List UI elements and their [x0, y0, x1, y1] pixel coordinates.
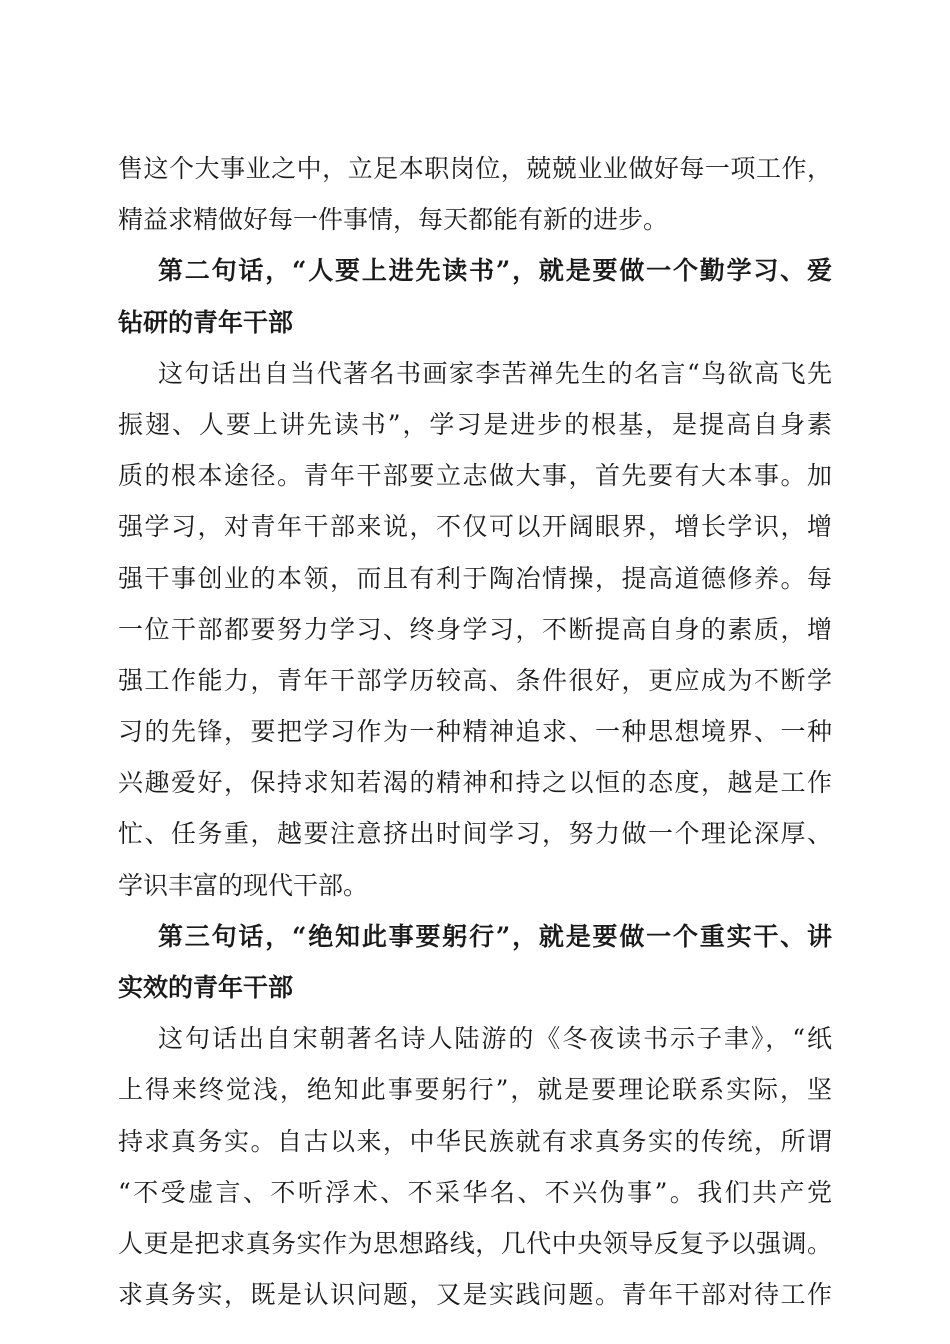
- section-heading-line: 第二句话，“人要上进先读书”，就是要做一个勤学习、爱: [158, 256, 832, 286]
- paragraph-line: 售这个大事业之中，立足本职岗位，兢兢业业做好每一项工作，: [118, 154, 832, 183]
- section-heading-line: 钻研的青年干部: [118, 307, 294, 337]
- paragraph-line: 忙、任务重，越要注意挤出时间学习，努力做一个理论深厚、: [118, 819, 832, 849]
- paragraph-line: 振翅、人要上讲先读书”，学习是进步的根基，是提高自身素: [118, 409, 832, 439]
- paragraph-line: 持求真务实。自古以来，中华民族就有求真务实的传统，所谓: [118, 1126, 832, 1156]
- paragraph-line: 学识丰富的现代干部。: [118, 870, 369, 900]
- paragraph-line: 人更是把求真务实作为思想路线，几代中央领导反复予以强调。: [118, 1228, 832, 1258]
- section-heading-line: 第三句话，“绝知此事要躬行”，就是要做一个重实干、讲: [158, 921, 832, 951]
- section-heading-line: 实效的青年干部: [118, 973, 294, 1002]
- paragraph-line: 兴趣爱好，保持求知若渴的精神和持之以恒的态度，越是工作: [118, 768, 832, 798]
- paragraph-line: 求真务实，既是认识问题，又是实践问题。青年干部对待工作: [118, 1280, 832, 1310]
- paragraph-line: 精益求精做好每一件事情，每天都能有新的进步。: [118, 205, 669, 235]
- paragraph-line: 这句话出自当代著名书画家李苦禅先生的名言“鸟欲高飞先: [158, 358, 832, 388]
- document-body: [118, 143, 832, 1320]
- paragraph-line: 强干事创业的本领，而且有利于陶冶情操，提高道德修养。每: [118, 563, 832, 593]
- paragraph-line: 强工作能力，青年干部学历较高、条件很好，更应成为不断学: [118, 665, 832, 695]
- paragraph-line: 上得来终觉浅，绝知此事要躬行”，就是要理论联系实际，坚: [118, 1075, 832, 1105]
- paragraph-line: “不受虚言、不听浮术、不采华名、不兴伪事”。我们共产党: [118, 1177, 832, 1207]
- paragraph-line: 这句话出自宋朝著名诗人陆游的《冬夜读书示子聿》，“纸: [158, 1024, 832, 1054]
- paragraph-line: 质的根本途径。青年干部要立志做大事，首先要有大本事。加: [118, 461, 832, 491]
- paragraph-line: 习的先锋，要把学习作为一种精神追求、一种思想境界、一种: [118, 717, 832, 747]
- paragraph-line: 一位干部都要努力学习、终身学习，不断提高自身的素质，增: [118, 614, 832, 644]
- paragraph-line: 强学习，对青年干部来说，不仅可以开阔眼界，增长学识，增: [118, 512, 832, 542]
